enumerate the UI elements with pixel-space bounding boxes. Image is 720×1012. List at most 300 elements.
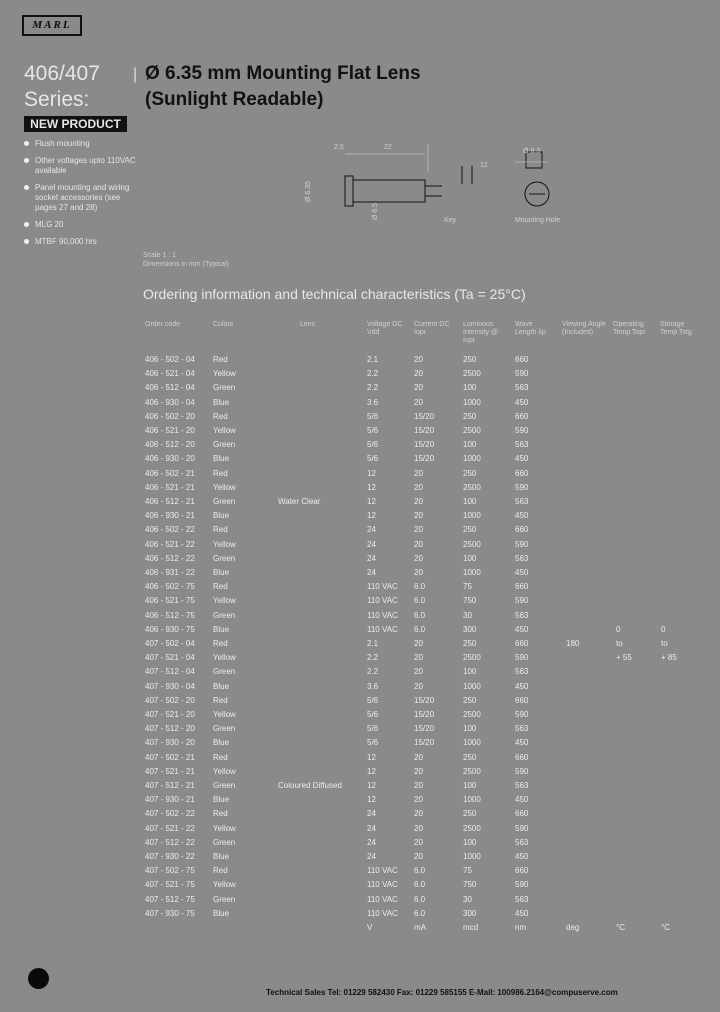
col-header: Storage Temp Tstg xyxy=(660,321,692,336)
table-cell: 750 xyxy=(463,880,477,890)
table-cell: 110 VAC xyxy=(367,908,398,918)
table-cell: 250 xyxy=(463,695,477,705)
table-cell: 563 xyxy=(515,724,529,734)
col-header: Order code xyxy=(145,321,181,328)
table-cell: 20 xyxy=(414,766,423,776)
table-cell: Red xyxy=(213,809,228,819)
section-title: Ordering information and technical characteristics (Ta = 25°C) xyxy=(143,286,526,302)
page-dot-icon xyxy=(28,968,49,989)
feature-item: MLG 20 xyxy=(24,220,142,230)
table-cell: 2.2 xyxy=(367,383,379,393)
table-cell: 2500 xyxy=(463,426,481,435)
table-cell: 3.6 xyxy=(367,681,379,691)
table-cell: 406 - 521 - 75 xyxy=(145,596,195,606)
table-cell: 20 xyxy=(414,369,423,379)
table-cell: 6.0 xyxy=(414,908,426,918)
table-row xyxy=(0,511,720,525)
table-row xyxy=(0,809,720,823)
table-cell: Blue xyxy=(213,454,230,464)
table-cell: 660 xyxy=(515,752,529,762)
series-label: Series: xyxy=(24,88,90,111)
table-cell: 406 - 502 - 20 xyxy=(145,411,195,421)
table-cell: 0 xyxy=(661,624,666,634)
col-header: Wave Length λp xyxy=(515,321,546,336)
table-cell: 100 xyxy=(463,440,477,450)
table-cell: 24 xyxy=(367,823,376,833)
table-cell: Green xyxy=(213,724,236,734)
table-row xyxy=(0,781,720,795)
table-cell: 15/20 xyxy=(414,440,435,450)
table-cell: 407 - 930 - 20 xyxy=(145,738,195,748)
table-cell: 15/20 xyxy=(414,695,435,705)
table-cell: 5/6 xyxy=(367,411,379,421)
table-cell: 407 - 502 - 22 xyxy=(145,809,195,819)
table-cell: 660 xyxy=(515,355,529,364)
table-row xyxy=(0,866,720,880)
table-row xyxy=(0,540,720,554)
table-cell: 406 - 512 - 21 xyxy=(145,497,195,506)
table-cell: 590 xyxy=(515,766,529,776)
table-row xyxy=(0,895,720,909)
table-cell: 407 - 930 - 21 xyxy=(145,795,195,805)
table-cell: 1000 xyxy=(463,681,481,691)
table-cell: 590 xyxy=(515,482,529,492)
table-cell: 110 VAC xyxy=(367,880,398,890)
table-cell: 20 xyxy=(414,355,423,364)
table-row xyxy=(0,426,720,440)
table-row xyxy=(0,525,720,539)
table-cell: 20 xyxy=(414,681,423,691)
table-row xyxy=(0,767,720,781)
table-cell: Blue xyxy=(213,795,230,805)
table-cell: Yellow xyxy=(213,369,236,379)
table-cell: 407 - 521 - 75 xyxy=(145,880,195,890)
table-cell: 12 xyxy=(367,766,376,776)
table-cell: 6.0 xyxy=(414,582,426,592)
table-row xyxy=(0,653,720,667)
table-cell: 407 - 521 - 22 xyxy=(145,823,195,833)
table-cell: 1000 xyxy=(463,454,481,464)
table-cell: 407 - 930 - 75 xyxy=(145,908,195,918)
table-cell: 450 xyxy=(515,454,529,464)
dim-label: 22 xyxy=(384,144,392,151)
table-cell: Green xyxy=(213,440,236,450)
table-cell: 20 xyxy=(414,397,423,407)
table-row xyxy=(0,383,720,397)
table-cell: 590 xyxy=(515,823,529,833)
table-cell: 6.0 xyxy=(414,866,426,876)
unit-cell: nm xyxy=(515,923,527,932)
table-cell: 24 xyxy=(367,809,376,819)
table-cell: Yellow xyxy=(213,653,236,663)
table-cell: 407 - 502 - 04 xyxy=(145,639,195,648)
table-cell: 12 xyxy=(367,468,376,478)
scale-note: Scale 1 : 1 xyxy=(143,252,177,259)
table-cell: 110 VAC xyxy=(367,894,398,904)
table-cell: 15/20 xyxy=(414,710,435,719)
dim-label: 12 xyxy=(480,162,488,169)
table-cell: 6.0 xyxy=(414,624,426,634)
table-cell: 407 - 930 - 22 xyxy=(145,852,195,861)
table-cell: 250 xyxy=(463,355,477,364)
table-cell: 406 - 502 - 21 xyxy=(145,468,195,478)
table-cell: 20 xyxy=(414,795,423,805)
table-cell: 75 xyxy=(463,582,472,592)
table-cell: 12 xyxy=(367,795,376,805)
title-bar: | xyxy=(133,66,138,83)
table-row xyxy=(0,398,720,412)
table-cell: 100 xyxy=(463,724,477,734)
table-cell: Green xyxy=(213,667,236,677)
table-cell: 563 xyxy=(515,610,529,620)
table-cell: 406 - 930 - 75 xyxy=(145,624,195,634)
table-cell: 2500 xyxy=(463,653,481,663)
table-cell: 2.1 xyxy=(367,355,379,364)
table-cell: 1000 xyxy=(463,397,481,407)
table-cell: 2500 xyxy=(463,766,481,776)
table-cell: 590 xyxy=(515,880,529,890)
table-cell: 407 - 930 - 04 xyxy=(145,681,195,691)
table-cell: 406 - 930 - 20 xyxy=(145,454,195,464)
table-cell: 3.6 xyxy=(367,397,379,407)
table-cell: 406 - 502 - 75 xyxy=(145,582,195,592)
table-cell: 406 - 512 - 04 xyxy=(145,383,195,393)
table-cell: 20 xyxy=(414,752,423,762)
table-cell: 12 xyxy=(367,497,376,506)
table-cell: + 55 xyxy=(616,653,632,663)
table-cell: Blue xyxy=(213,908,230,918)
table-cell: 100 xyxy=(463,781,477,790)
table-cell: 406 - 521 - 04 xyxy=(145,369,195,379)
table-cell: 590 xyxy=(515,539,529,549)
table-cell: 20 xyxy=(414,511,423,521)
table-cell: Green xyxy=(213,610,236,620)
table-cell: 407 - 512 - 20 xyxy=(145,724,195,734)
table-cell: 250 xyxy=(463,525,477,535)
table-cell: 450 xyxy=(515,568,529,577)
table-cell: 590 xyxy=(515,653,529,663)
table-cell: Blue xyxy=(213,568,230,577)
table-cell: Green xyxy=(213,383,236,393)
col-header: Current DC Iopr xyxy=(414,321,450,336)
table-cell: Green xyxy=(213,497,236,506)
table-cell: 1000 xyxy=(463,568,481,577)
table-cell: 110 VAC xyxy=(367,624,398,634)
col-header: Luminous Intensity @ Iopr xyxy=(463,321,499,344)
col-header: Voltage DC Vdd xyxy=(367,321,403,336)
table-cell: 2.2 xyxy=(367,667,379,677)
table-cell: Red xyxy=(213,411,228,421)
table-cell: 110 VAC xyxy=(367,866,398,876)
table-cell: 590 xyxy=(515,426,529,435)
table-cell: 6.0 xyxy=(414,894,426,904)
table-cell: 20 xyxy=(414,539,423,549)
table-cell: 20 xyxy=(414,781,423,790)
table-cell: Red xyxy=(213,582,228,592)
table-cell: 660 xyxy=(515,582,529,592)
table-cell: 5/6 xyxy=(367,426,379,435)
series-number: 406/407 xyxy=(24,62,100,85)
table-cell: 450 xyxy=(515,738,529,748)
table-cell: 406 - 521 - 22 xyxy=(145,539,195,549)
table-cell: 407 - 512 - 75 xyxy=(145,894,195,904)
table-cell: 24 xyxy=(367,539,376,549)
table-cell: 20 xyxy=(414,468,423,478)
table-cell: 20 xyxy=(414,809,423,819)
table-cell: Blue xyxy=(213,511,230,521)
table-cell: 450 xyxy=(515,908,529,918)
table-cell: Red xyxy=(213,525,228,535)
table-cell: 20 xyxy=(414,667,423,677)
table-cell: 406 - 512 - 22 xyxy=(145,553,195,563)
table-row xyxy=(0,724,720,738)
lens-flange xyxy=(345,176,353,206)
table-cell: 450 xyxy=(515,511,529,521)
table-cell: Yellow xyxy=(213,823,236,833)
table-cell: 24 xyxy=(367,568,376,577)
table-cell: 407 - 502 - 20 xyxy=(145,695,195,705)
unit-cell: mcd xyxy=(463,923,479,932)
table-cell: 563 xyxy=(515,497,529,506)
table-cell: 563 xyxy=(515,894,529,904)
table-cell: 100 xyxy=(463,837,477,847)
footer-contact: Technical Sales Tel: 01229 582430 Fax: 01229 585155 E-Mail: 100986.2164@compuserve.com xyxy=(266,988,618,997)
table-cell: Red xyxy=(213,468,228,478)
table-cell: 406 - 930 - 21 xyxy=(145,511,195,521)
table-cell: 24 xyxy=(367,553,376,563)
table-cell: 6.0 xyxy=(414,610,426,620)
table-cell: to xyxy=(661,639,668,648)
table-cell: 450 xyxy=(515,681,529,691)
table-row xyxy=(0,639,720,653)
table-row xyxy=(0,454,720,468)
table-cell: 20 xyxy=(414,823,423,833)
unit-cell: deg xyxy=(566,923,580,932)
table-cell: Red xyxy=(213,355,228,364)
key-label: Key xyxy=(444,217,457,224)
table-cell: 100 xyxy=(463,667,477,677)
table-cell: 1000 xyxy=(463,795,481,805)
table-row xyxy=(0,795,720,809)
table-cell: 75 xyxy=(463,866,472,876)
table-cell: 406 - 521 - 20 xyxy=(145,426,195,435)
table-cell: 563 xyxy=(515,553,529,563)
table-row xyxy=(0,611,720,625)
table-cell: 250 xyxy=(463,411,477,421)
table-row xyxy=(0,909,720,923)
brand-logo: MARL xyxy=(22,15,82,36)
table-cell: 407 - 502 - 21 xyxy=(145,752,195,762)
table-cell: Green xyxy=(213,837,236,847)
table-row xyxy=(0,667,720,681)
table-cell: 100 xyxy=(463,553,477,563)
table-row xyxy=(0,710,720,724)
table-cell: 450 xyxy=(515,852,529,861)
dimensions-note: Dimensions in mm (Typical) xyxy=(143,261,229,268)
table-cell: 660 xyxy=(515,866,529,876)
table-cell: 180 xyxy=(566,639,580,648)
table-cell: 660 xyxy=(515,809,529,819)
feature-item: Panel mounting and wiring socket accessories (see pages 27 and 28) xyxy=(24,183,142,213)
table-cell: 250 xyxy=(463,752,477,762)
table-row xyxy=(0,852,720,866)
table-cell: + 85 xyxy=(661,653,677,663)
col-header: Colour xyxy=(213,321,234,328)
table-cell: Blue xyxy=(213,852,230,861)
table-cell: 563 xyxy=(515,440,529,450)
table-cell: 20 xyxy=(414,553,423,563)
table-cell: Yellow xyxy=(213,710,236,719)
table-row xyxy=(0,838,720,852)
table-row xyxy=(0,483,720,497)
table-cell: to xyxy=(616,639,623,648)
table-row xyxy=(0,738,720,752)
table-cell: 406 - 502 - 22 xyxy=(145,525,195,535)
table-cell: 5/6 xyxy=(367,454,379,464)
table-cell: 100 xyxy=(463,383,477,393)
table-row xyxy=(0,824,720,838)
table-cell: 20 xyxy=(414,497,423,506)
table-row xyxy=(0,412,720,426)
table-row xyxy=(0,596,720,610)
table-cell: Yellow xyxy=(213,426,236,435)
col-header: Viewing Angle (Included) xyxy=(562,321,606,336)
table-cell: Red xyxy=(213,695,228,705)
unit-cell: °C xyxy=(661,923,670,932)
table-cell: 406 - 512 - 75 xyxy=(145,610,195,620)
col-header: Lens xyxy=(300,321,316,328)
table-row xyxy=(0,753,720,767)
table-cell: 563 xyxy=(515,667,529,677)
table-cell: 750 xyxy=(463,596,477,606)
table-cell: 406 - 502 - 04 xyxy=(145,355,195,364)
dim-label: Ø 6.5 xyxy=(372,202,380,221)
feature-list xyxy=(24,139,142,254)
mounting-hole-label: Mounting Hole xyxy=(515,217,561,224)
table-cell: 660 xyxy=(515,468,529,478)
table-cell: 590 xyxy=(515,710,529,719)
table-cell: Blue xyxy=(213,681,230,691)
table-cell: 300 xyxy=(463,908,477,918)
table-cell: 110 VAC xyxy=(367,610,398,620)
table-cell: 407 - 512 - 21 xyxy=(145,781,195,790)
table-cell: 15/20 xyxy=(414,426,435,435)
table-cell: 406 - 930 - 04 xyxy=(145,397,195,407)
table-cell: 12 xyxy=(367,781,376,790)
table-cell: 2500 xyxy=(463,539,481,549)
table-row xyxy=(0,369,720,383)
table-cell: 5/6 xyxy=(367,724,379,734)
table-cell: 5/6 xyxy=(367,440,379,450)
table-cell: Yellow xyxy=(213,596,236,606)
table-cell: 406 - 521 - 21 xyxy=(145,482,195,492)
dim-label: Ø 8.3 xyxy=(523,148,541,155)
dim-label: Ø 6.35 xyxy=(305,180,313,203)
table-cell: Yellow xyxy=(213,539,236,549)
table-cell: 406 - 512 - 20 xyxy=(145,440,195,450)
table-cell: 24 xyxy=(367,525,376,535)
table-row xyxy=(0,469,720,483)
table-cell: 110 VAC xyxy=(367,596,398,606)
table-row xyxy=(0,440,720,454)
table-cell: 12 xyxy=(367,752,376,762)
table-cell: 1000 xyxy=(463,511,481,521)
table-cell: 450 xyxy=(515,795,529,805)
table-cell: 300 xyxy=(463,624,477,634)
unit-cell: V xyxy=(367,923,373,932)
table-cell: 250 xyxy=(463,639,477,648)
table-cell: 30 xyxy=(463,610,472,620)
table-cell: Blue xyxy=(213,624,230,634)
table-cell: 100 xyxy=(463,497,477,506)
table-cell: Coloured Diffused xyxy=(278,781,342,790)
table-cell: Green xyxy=(213,894,236,904)
table-cell: 450 xyxy=(515,624,529,634)
table-cell: Red xyxy=(213,752,228,762)
table-cell: 590 xyxy=(515,596,529,606)
table-cell: 12 xyxy=(367,511,376,521)
table-cell: 406 - 931 - 22 xyxy=(145,568,195,577)
table-cell: 250 xyxy=(463,809,477,819)
unit-cell: mA xyxy=(414,923,426,932)
table-cell: 20 xyxy=(414,383,423,393)
table-row xyxy=(0,568,720,582)
table-cell: 1000 xyxy=(463,852,481,861)
feature-item: Flush mounting xyxy=(24,139,142,149)
table-cell: 250 xyxy=(463,468,477,478)
table-cell: Water Clear xyxy=(278,497,321,506)
table-cell: 20 xyxy=(414,482,423,492)
table-cell: 20 xyxy=(414,568,423,577)
table-cell: 2500 xyxy=(463,482,481,492)
table-cell: 563 xyxy=(515,837,529,847)
table-cell: Yellow xyxy=(213,766,236,776)
table-cell: Yellow xyxy=(213,880,236,890)
table-cell: 407 - 521 - 20 xyxy=(145,710,195,719)
table-cell: Red xyxy=(213,639,228,648)
table-cell: 15/20 xyxy=(414,454,435,464)
table-cell: 20 xyxy=(414,837,423,847)
table-cell: Blue xyxy=(213,738,230,748)
table-cell: 15/20 xyxy=(414,738,435,748)
table-row xyxy=(0,682,720,696)
table-cell: Yellow xyxy=(213,482,236,492)
table-cell: 660 xyxy=(515,639,529,648)
unit-cell: °C xyxy=(616,923,625,932)
table-cell: 407 - 521 - 04 xyxy=(145,653,195,663)
table-cell: 20 xyxy=(414,639,423,648)
table-cell: 660 xyxy=(515,411,529,421)
table-cell: 2500 xyxy=(463,710,481,719)
table-cell: 5/6 xyxy=(367,695,379,705)
table-cell: 590 xyxy=(515,369,529,379)
table-cell: 6.0 xyxy=(414,880,426,890)
table-row xyxy=(0,696,720,710)
table-cell: Blue xyxy=(213,397,230,407)
table-cell: Red xyxy=(213,866,228,876)
table-row xyxy=(0,497,720,511)
table-cell: 15/20 xyxy=(414,411,435,421)
table-cell: 24 xyxy=(367,837,376,847)
table-cell: 660 xyxy=(515,525,529,535)
table-cell: 30 xyxy=(463,894,472,904)
table-cell: 24 xyxy=(367,852,376,861)
table-cell: 563 xyxy=(515,383,529,393)
table-row xyxy=(0,625,720,639)
table-cell: 5/6 xyxy=(367,738,379,748)
table-cell: 407 - 512 - 04 xyxy=(145,667,195,677)
table-cell: 407 - 502 - 75 xyxy=(145,866,195,876)
